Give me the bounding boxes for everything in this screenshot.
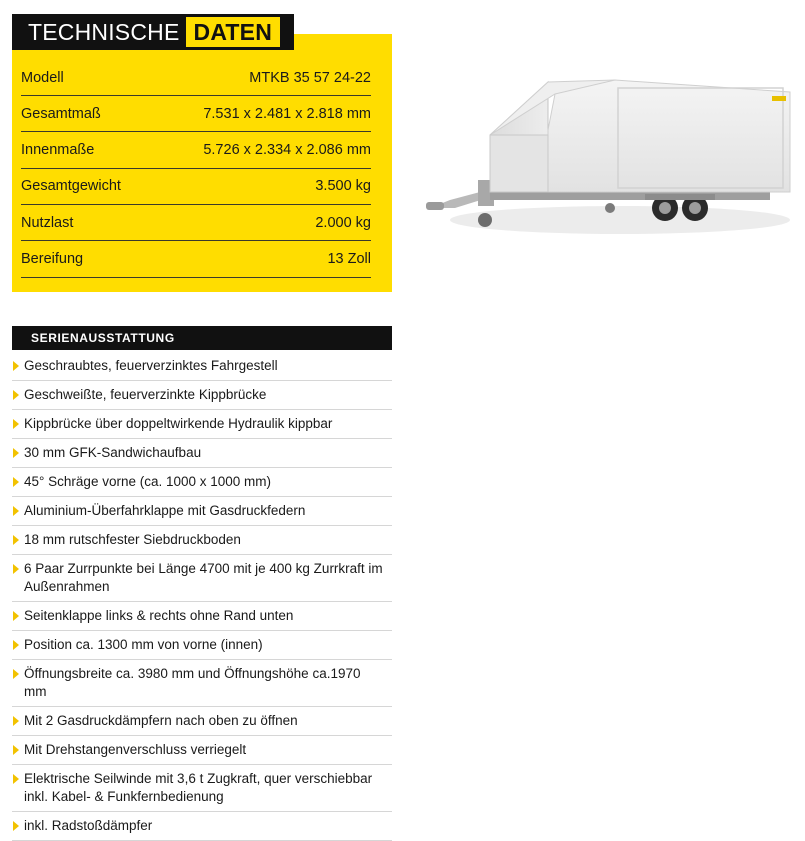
trailer-image: [420, 70, 795, 250]
spec-label: Modell: [21, 69, 64, 86]
bullet-arrow-icon: [13, 640, 19, 650]
bullet-arrow-icon: [13, 611, 19, 621]
list-item-text: Seitenklappe links & rechts ohne Rand unten: [24, 608, 294, 623]
list-item-text: 45° Schräge vorne (ca. 1000 x 1000 mm): [24, 474, 272, 489]
spec-label: Gesamtmaß: [21, 105, 101, 122]
list-item-text: Geschraubtes, feuerverzinktes Fahrgestell: [24, 358, 278, 373]
list-item: [12, 707, 392, 736]
spec-row: [21, 169, 371, 205]
spec-value: 3.500 kg: [315, 178, 371, 195]
list-item: [12, 631, 392, 660]
bullet-arrow-icon: [13, 669, 19, 679]
list-item-text: 30 mm GFK-Sandwichaufbau: [24, 445, 202, 460]
spec-row: [21, 205, 371, 241]
spec-row: [21, 242, 371, 278]
spec-value: MTKB 35 57 24-22: [249, 69, 371, 86]
list-item-text: Mit Drehstangenverschluss verriegelt: [24, 742, 247, 757]
spec-value: 2.000 kg: [315, 214, 371, 231]
bullet-arrow-icon: [13, 390, 19, 400]
list-item-text: Kippbrücke über doppeltwirkende Hydraulik kippbar: [24, 416, 333, 431]
list-item-text: Geschweißte, feuerverzinkte Kippbrücke: [24, 387, 267, 402]
list-item: [12, 410, 392, 439]
list-item-text: inkl. Radstoßdämpfer: [24, 818, 153, 833]
bullet-arrow-icon: [13, 564, 19, 574]
spec-value: 7.531 x 2.481 x 2.818 mm: [203, 105, 371, 122]
bullet-arrow-icon: [13, 774, 19, 784]
spec-row: [21, 60, 371, 96]
list-item: [12, 352, 392, 381]
bullet-arrow-icon: [13, 716, 19, 726]
bullet-arrow-icon: [13, 745, 19, 755]
list-item: [12, 736, 392, 765]
bullet-arrow-icon: [13, 477, 19, 487]
list-item-text: Elektrische Seilwinde mit 3,6 t Zugkraft, quer verschiebbar inkl. Kabel- & Funkfernbedienung: [24, 771, 373, 804]
bullet-arrow-icon: [13, 506, 19, 516]
spec-label: Nutzlast: [21, 214, 74, 231]
spec-row: [21, 96, 371, 132]
tech-data-title-plain: TECHNISCHE: [28, 18, 180, 45]
list-item-text: Position ca. 1300 mm von vorne (innen): [24, 637, 263, 652]
bullet-arrow-icon: [13, 535, 19, 545]
list-item: [12, 381, 392, 410]
list-item: [12, 765, 392, 812]
list-item-text: 6 Paar Zurrpunkte bei Länge 4700 mit je 400 kg Zurrkraft im Außenrahmen: [24, 561, 383, 594]
series-equipment-list: [12, 352, 392, 841]
list-item: [12, 812, 392, 841]
spec-value: 13 Zoll: [327, 251, 371, 267]
list-item: [12, 660, 392, 707]
tech-data-title-highlight: DATEN: [186, 17, 281, 47]
spec-label: Bereifung: [21, 251, 84, 267]
bullet-arrow-icon: [13, 361, 19, 371]
bullet-arrow-icon: [13, 821, 19, 831]
list-item: [12, 468, 392, 497]
spec-label: Innenmaße: [21, 142, 95, 159]
spec-row: [21, 133, 371, 169]
tech-data-title: [12, 14, 294, 50]
list-item: [12, 526, 392, 555]
list-item-text: 18 mm rutschfester Siebdruckboden: [24, 532, 241, 547]
bullet-arrow-icon: [13, 448, 19, 458]
list-item-text: Mit 2 Gasdruckdämpfern nach oben zu öffnen: [24, 713, 298, 728]
spec-value: 5.726 x 2.334 x 2.086 mm: [203, 142, 371, 159]
bullet-arrow-icon: [13, 419, 19, 429]
list-item-text: Aluminium-Überfahrklappe mit Gasdruckfedern: [24, 503, 306, 518]
list-item: [12, 497, 392, 526]
series-equipment-title: SERIENAUSSTATTUNG: [12, 326, 392, 350]
list-item-text: Öffnungsbreite ca. 3980 mm und Öffnungshöhe ca.1970 mm: [24, 666, 361, 699]
list-item: [12, 602, 392, 631]
list-item: [12, 439, 392, 468]
list-item: [12, 555, 392, 602]
spec-label: Gesamtgewicht: [21, 178, 121, 195]
